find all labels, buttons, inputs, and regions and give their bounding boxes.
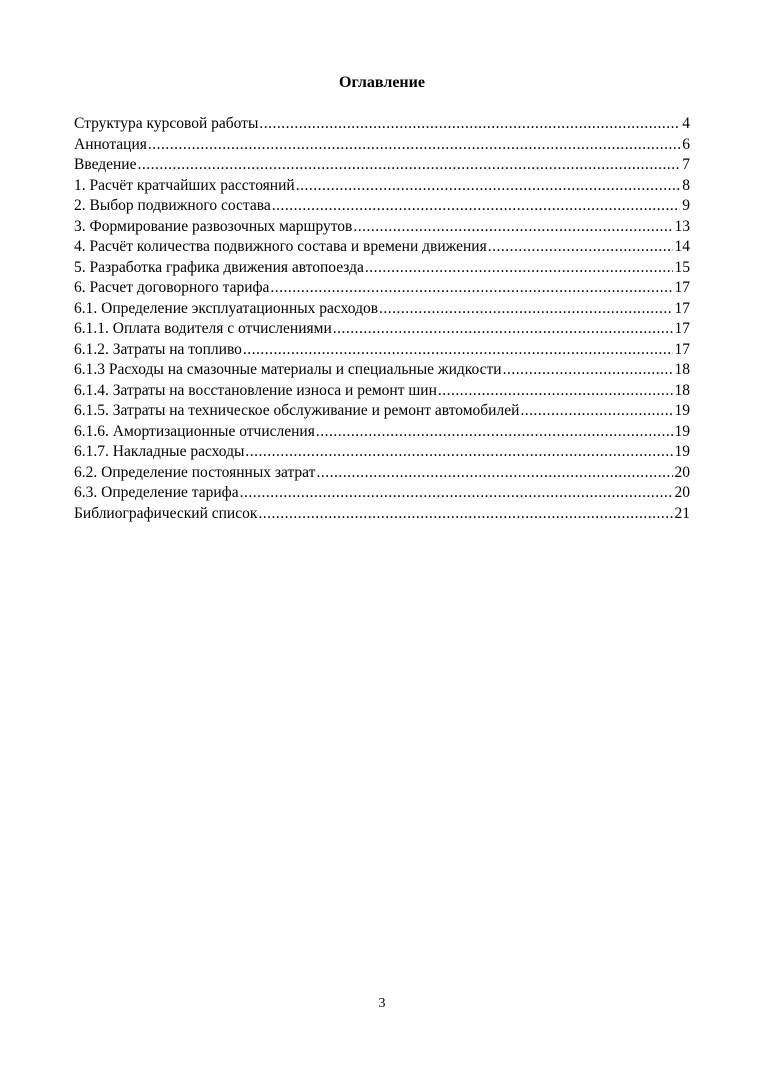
toc-entry-page: 19: [674, 402, 690, 419]
toc-entry-page: 9: [682, 197, 690, 214]
toc-entry: [74, 401, 690, 422]
toc-leader-dots: [333, 319, 673, 340]
toc-entry-page: 13: [674, 217, 690, 235]
toc-entry-label: 6.1.4. Затраты на восстановление износа и ремонт шин: [74, 381, 437, 399]
toc-entry-page: 17: [674, 320, 690, 337]
toc-leader-dots: [148, 135, 680, 156]
toc-leader-dots: [353, 217, 672, 238]
toc-entry-label: 4. Расчёт количества подвижного состава и времени движения: [74, 238, 487, 255]
toc-entry: [74, 381, 690, 402]
toc-leader-dots: [503, 360, 673, 381]
page-number: 3: [378, 996, 386, 1011]
toc-entry-page: 21: [674, 504, 690, 522]
toc-entry-label: Структура курсовой работы: [74, 115, 259, 132]
toc-entry: [74, 442, 690, 463]
toc-entry-page: 14: [674, 238, 690, 255]
toc-entry: [74, 217, 690, 238]
toc-entry-label: 6. Расчет договорного тарифа: [74, 279, 270, 296]
page-title: Оглавление: [339, 74, 425, 91]
toc-leader-dots: [379, 299, 672, 320]
toc-entry-page: 17: [674, 299, 690, 317]
toc-leader-dots: [243, 340, 673, 361]
toc-entry: [74, 114, 690, 135]
toc-entry-label: 1. Расчёт кратчайших расстояний: [74, 176, 295, 194]
toc-entry-label: 6.1.2. Затраты на топливо: [74, 340, 242, 358]
toc-entry-label: 6.1.7. Накладные расходы: [74, 443, 245, 460]
toc-leader-dots: [270, 278, 672, 299]
toc-entry-page: 17: [674, 340, 690, 358]
toc-entry-label: 6.1.5. Затраты на техническое обслуживание и ремонт автомобилей: [74, 402, 520, 419]
toc-entry-page: 20: [674, 463, 690, 481]
toc-entry-label: 6.1.3 Расходы на смазочные материалы и специальные жидкости: [74, 361, 502, 378]
toc-leader-dots: [316, 463, 672, 484]
toc-entry: [74, 319, 690, 340]
toc-leader-dots: [240, 483, 673, 504]
toc-leader-dots: [259, 114, 680, 135]
toc-leader-dots: [272, 196, 681, 217]
toc-leader-dots: [520, 401, 672, 422]
toc-entry-label: Аннотация: [74, 135, 147, 153]
toc-entry: [74, 237, 690, 258]
toc-entry-page: 7: [682, 156, 690, 173]
toc-entry: [74, 278, 690, 299]
toc-leader-dots: [245, 442, 672, 463]
toc-leader-dots: [258, 504, 672, 525]
toc-entry-page: 15: [674, 258, 690, 276]
toc-entry-page: 6: [682, 135, 690, 153]
toc-entry-label: 6.3. Определение тарифа: [74, 484, 239, 501]
toc-entry-label: 5. Разработка графика движения автопоезда: [74, 258, 364, 276]
toc-entry-page: 19: [674, 443, 690, 460]
table-of-contents: [74, 114, 690, 524]
toc-entry: [74, 155, 690, 176]
toc-entry: [74, 483, 690, 504]
toc-entry: [74, 258, 690, 279]
toc-entry-page: 18: [674, 361, 690, 378]
toc-entry-page: 8: [682, 176, 690, 194]
toc-entry-page: 19: [674, 422, 690, 440]
toc-entry: [74, 463, 690, 484]
toc-entry: [74, 504, 690, 525]
toc-entry-label: 2. Выбор подвижного состава: [74, 197, 271, 214]
toc-entry-label: 6.1.6. Амортизационные отчисления: [74, 422, 315, 440]
toc-entry: [74, 176, 690, 197]
toc-entry-label: 6.1. Определение эксплуатационных расходов: [74, 299, 379, 317]
toc-entry: [74, 340, 690, 361]
toc-entry-label: 6.1.1. Оплата водителя с отчислениями: [74, 320, 332, 337]
toc-entry-page: 18: [674, 381, 690, 399]
toc-entry-label: 3. Формирование развозочных маршрутов: [74, 217, 353, 235]
toc-entry-label: 6.2. Определение постоянных затрат: [74, 463, 316, 481]
toc-entry: [74, 135, 690, 156]
toc-entry: [74, 299, 690, 320]
toc-leader-dots: [488, 237, 673, 258]
toc-entry-page: 17: [674, 279, 690, 296]
toc-leader-dots: [316, 422, 673, 443]
toc-leader-dots: [365, 258, 673, 279]
toc-entry: [74, 360, 690, 381]
toc-entry: [74, 422, 690, 443]
toc-leader-dots: [137, 155, 680, 176]
toc-entry-page: 20: [674, 484, 690, 501]
toc-entry-label: Библиографический список: [74, 504, 258, 522]
toc-entry-label: Введение: [74, 156, 137, 173]
toc-entry-page: 4: [682, 115, 690, 132]
toc-entry: [74, 196, 690, 217]
toc-leader-dots: [438, 381, 673, 402]
toc-leader-dots: [296, 176, 681, 197]
